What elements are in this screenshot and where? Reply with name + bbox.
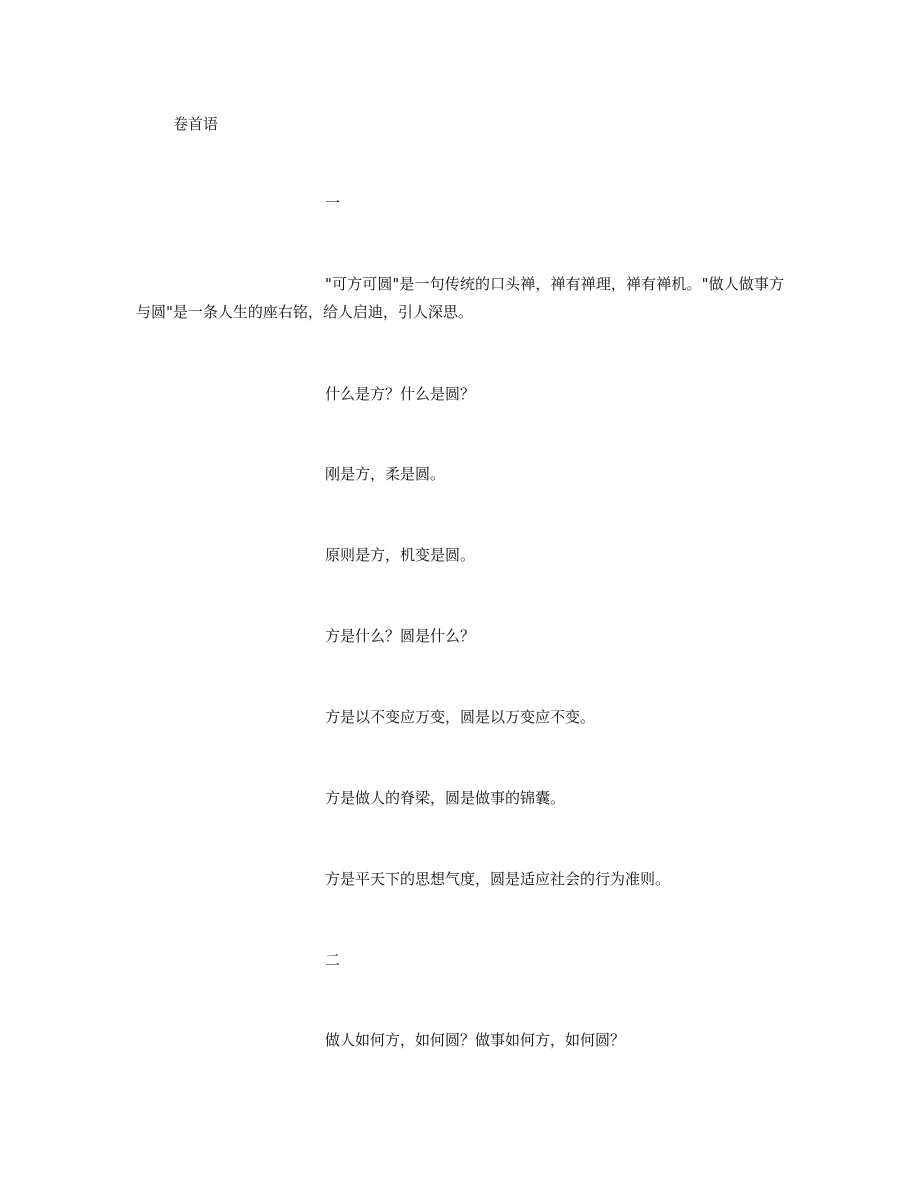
paragraph-line-5: 方是以不变应万变，圆是以万变应不变。 [325,708,596,726]
paragraph-line-3: 原则是方，机变是圆。 [325,546,476,564]
paragraph-line-6: 方是做人的脊梁，圆是做事的锦囊。 [325,789,566,807]
closing-line: 做人如何方，如何圆？做事如何方，如何圆？ [325,1031,626,1049]
paragraph-line-1: 什么是方？什么是圆？ [325,385,476,403]
section-number-two: 二 [325,951,341,969]
intro-paragraph: "可方可圆"是一句传统的口头禅，禅有禅理，禅有禅机。"做人做事方与圆"是一条人生的座右铭，给人启迪，引人深思。 [136,275,784,321]
paragraph-line-7: 方是平天下的思想气度，圆是适应社会的行为准则。 [325,870,671,888]
document-heading: 卷首语 [173,115,219,133]
paragraph-line-4: 方是什么？圆是什么？ [325,627,476,645]
paragraph-line-2: 刚是方，柔是圆。 [325,465,446,483]
section-number-one: 一 [325,194,341,212]
